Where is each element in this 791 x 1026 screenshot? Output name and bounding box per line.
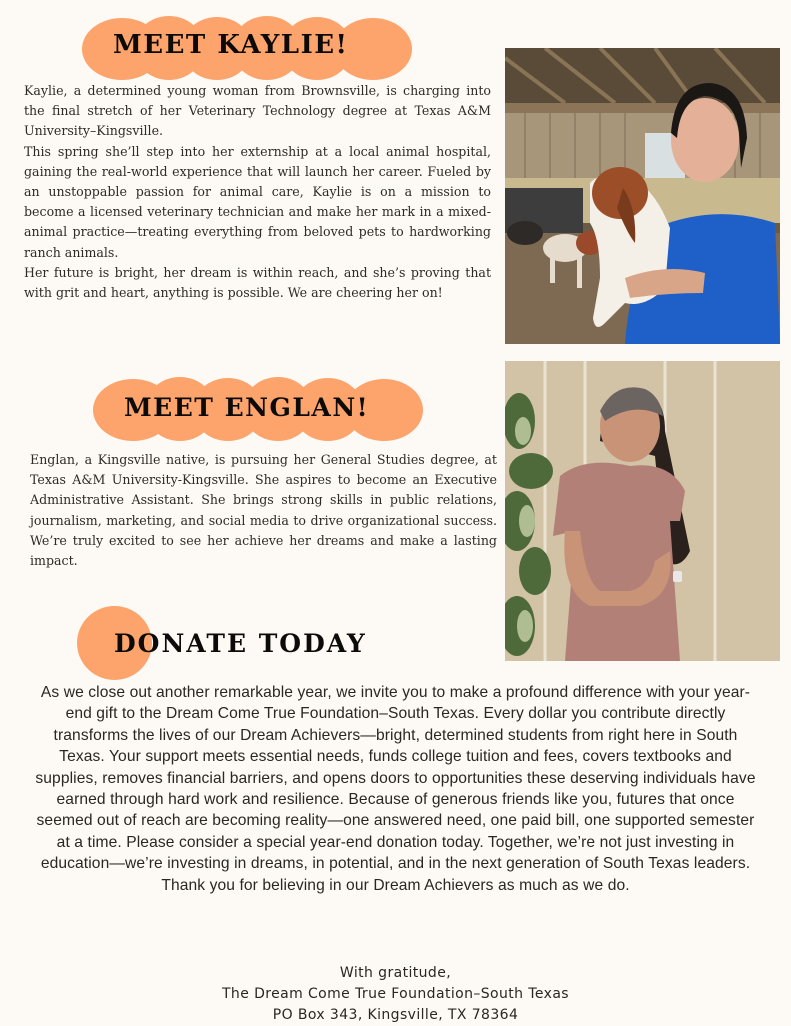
closing-salutation: With gratitude,: [339, 965, 452, 981]
closing-signature: [0, 963, 791, 1026]
kaylie-heading: MEET KAYLIE!: [113, 30, 349, 60]
kaylie-bio-paragraph: Her future is bright, her dream is within reach, and she’s proving that with grit and heart, anything is possible. We are cheering her on!: [24, 264, 491, 301]
englan-bio: [30, 450, 497, 571]
kaylie-bio: [24, 81, 491, 303]
englan-photo-image: [505, 361, 780, 661]
donate-heading: DONATE TODAY: [114, 629, 367, 658]
donate-appeal: As we close out another remarkable year, we invite you to make a profound difference with your year-end gift to the Dream Come True Foundation–South Texas. Every dollar you contribute directly transforms the lives of our Dream Achievers—bright, determined students from right here in South Texas. Your support meets essential needs, funds college tuition and fees, covers textbooks and supplies, removes financial barriers, and opens doors to opportunities these deserving individuals have earned through hard work and resilience. Because of generous friends like you, futures that once seemed out of reach are becoming reality—one answered need, one paid bill, one supported semester at a time. Please consider a special year-end donation today. Together, we’re not just investing in education—we’re investing in dreams, in potential, and in the next generation of South Texas leaders. Thank you for believing in our Dream Achievers as much as we do.: [35, 684, 756, 894]
englan-bio-paragraph: Englan, a Kingsville native, is pursuing her General Studies degree, at Texas A&M University-Kingsville. She aspires to become an Executive Administrative Assistant. She brings strong skills in public relations, journalism, marketing, and social media to drive organizational success. We’re truly excited to see her achieve her dreams and make a lasting impact.: [30, 452, 497, 569]
englan-heading: MEET ENGLAN!: [124, 393, 370, 422]
englan-photo: [505, 361, 780, 661]
closing-organization: The Dream Come True Foundation–South Texas: [221, 986, 569, 1002]
kaylie-photo-image: [505, 48, 780, 344]
kaylie-photo: [505, 48, 780, 344]
closing-address: PO Box 343, Kingsville, TX 78364: [272, 1007, 519, 1023]
kaylie-bio-paragraph: Kaylie, a determined young woman from Brownsville, is charging into the final stretch of her Veterinary Technology degree at Texas A&M University–Kingsville.: [24, 83, 491, 139]
kaylie-bio-paragraph: This spring she’ll step into her externship at a local animal hospital, gaining the real-world experience that will launch her career. Fueled by an unstoppable passion for animal care, Kaylie is on a mission to become a licensed veterinary technician and make her mark in a mixed-animal practice—treating everything from beloved pets to hardworking ranch animals.: [24, 143, 491, 260]
